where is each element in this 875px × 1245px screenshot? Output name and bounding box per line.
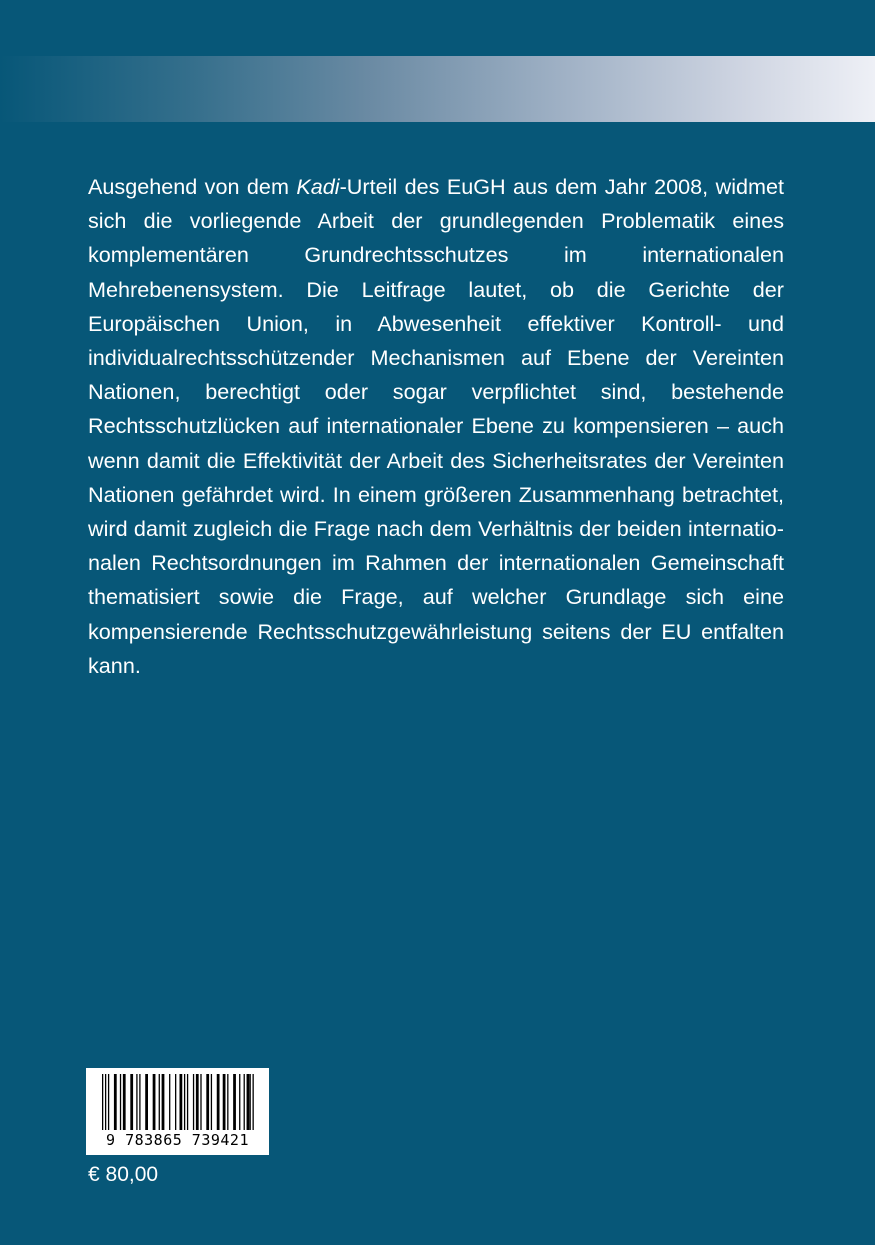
barcode-bar (108, 1074, 109, 1130)
barcode-bar (233, 1074, 236, 1130)
barcode-bar (244, 1074, 245, 1130)
barcode-bar (250, 1074, 251, 1130)
barcode-bar (196, 1074, 199, 1130)
blurb-body: -Urteil des EuGH aus dem Jahr 2008, widmet sich die vorliegende Arbeit der grundlegenden Problematik eines komplementären Grundrechtsschutzes im internationalen Mehrebenensystem. Die Leitfrage lautet, ob die Gerichte der Europäischen Union, in Abwesenheit effektiver Kontroll- und individualrechtsschützender Mechanismen auf Ebene der Vereinten Nationen, berechtigt oder sogar verpflichtet sind, bestehende Rechtsschutzlücken auf internationaler Ebene zu kompensieren – auch wenn damit die Effektivität der Arbeit des Sicherheitsrates der Vereinten Nationen gefährdet wird. In einem größeren Zusammenhang betrachtet, wird damit zugleich die Frage nach dem Verhältnis der beiden internationalen Rechtsordnungen im Rahmen der internationalen Gemeinschaft thematisiert sowie die Frage, auf welcher Grundlage sich eine kompensierende Rechtsschutzgewährleistung seitens der EU entfalten kann. (88, 174, 784, 678)
barcode-bar (175, 1074, 176, 1130)
barcode-bar (206, 1074, 209, 1130)
barcode-bar (159, 1074, 160, 1130)
barcode-bar (105, 1074, 106, 1130)
barcode-bar (179, 1074, 182, 1130)
barcode-bar (223, 1074, 226, 1130)
barcode-bar (211, 1074, 212, 1130)
back-cover-blurb (88, 170, 784, 683)
barcode-bar (139, 1074, 140, 1130)
isbn-barcode (86, 1068, 269, 1155)
barcode-bar (187, 1074, 188, 1130)
barcode-bar (114, 1074, 117, 1130)
barcode-bar (184, 1074, 185, 1130)
barcode-bar (162, 1074, 165, 1130)
barcode-bar (123, 1074, 126, 1130)
barcode-bar (247, 1074, 250, 1130)
barcode-bar (200, 1074, 201, 1130)
price-label: € 80,00 (88, 1163, 159, 1186)
header-gradient-band (0, 56, 875, 122)
barcode-bar (239, 1074, 240, 1130)
barcode-bar (120, 1074, 121, 1130)
barcode-bar (130, 1074, 133, 1130)
barcode-bar (253, 1074, 254, 1130)
barcode-bars (86, 1068, 269, 1134)
barcode-bar (102, 1074, 103, 1130)
barcode-bar (145, 1074, 148, 1130)
barcode-bar (193, 1074, 194, 1130)
barcode-bar (153, 1074, 156, 1130)
barcode-bar (227, 1074, 228, 1130)
barcode-bar (169, 1074, 170, 1130)
barcode-bar (217, 1074, 220, 1130)
barcode-bar (136, 1074, 137, 1130)
isbn-number: 9 783865 739421 (106, 1131, 249, 1149)
blurb-intro: Ausgehend von dem (88, 174, 297, 199)
blurb-case-name: Kadi (296, 174, 340, 199)
